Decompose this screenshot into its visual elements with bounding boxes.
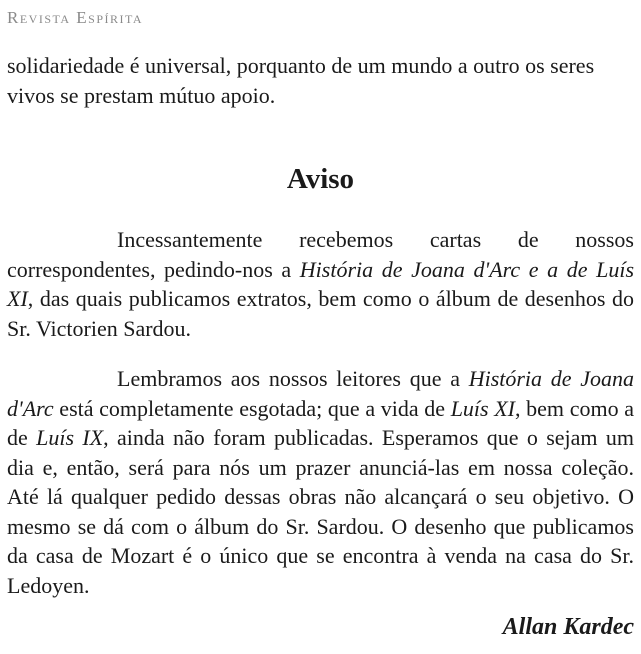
italic-text: e a de	[520, 256, 597, 282]
paragraph-text: está completamente esgotada; que a vida de	[53, 395, 451, 421]
paragraph-text: , das quais publicamos extratos, bem como o álbum de desenhos do Sr. Victorien Sardou.	[7, 286, 634, 341]
italic-title: História de Joana d'Arc	[299, 256, 521, 282]
paragraph-text: , bem como a de	[7, 395, 634, 450]
notice-paragraph-2	[7, 364, 634, 600]
paragraph-text: , ainda não foram publicadas. Esperamos que o sejam um dia e, então, será para nós um prazer anunciá-las em nossa coleção. Até lá qualquer pedido dessas obras não alcançará o seu objetivo. O mesmo se dá com o álbum do Sr. Sardou. O desenho que publicamos da casa de Mozart é o único que se encontra à venda na casa do Sr. Ledoyen.	[7, 425, 635, 598]
italic-title: Luís XI	[7, 256, 635, 311]
italic-title: História de Joana d'Arc	[7, 366, 634, 421]
paragraph-text: Incessantemente recebemos cartas de nossos correspondentes, pedindo-nos a	[7, 227, 634, 282]
section-title: Aviso	[286, 163, 355, 195]
notice-paragraph-1	[7, 225, 634, 343]
italic-title: Luís IX	[36, 425, 104, 450]
running-header: Revista Espírita	[7, 8, 144, 27]
intro-paragraph: solidariedade é universal, porquanto de um mundo a outro os seres vivos se prestam mútuo apoio.	[7, 53, 595, 108]
paragraph-text: Lembramos aos nossos leitores que a	[117, 366, 469, 391]
italic-title: Luís XI	[450, 395, 516, 421]
author-signature: Allan Kardec	[502, 614, 634, 640]
